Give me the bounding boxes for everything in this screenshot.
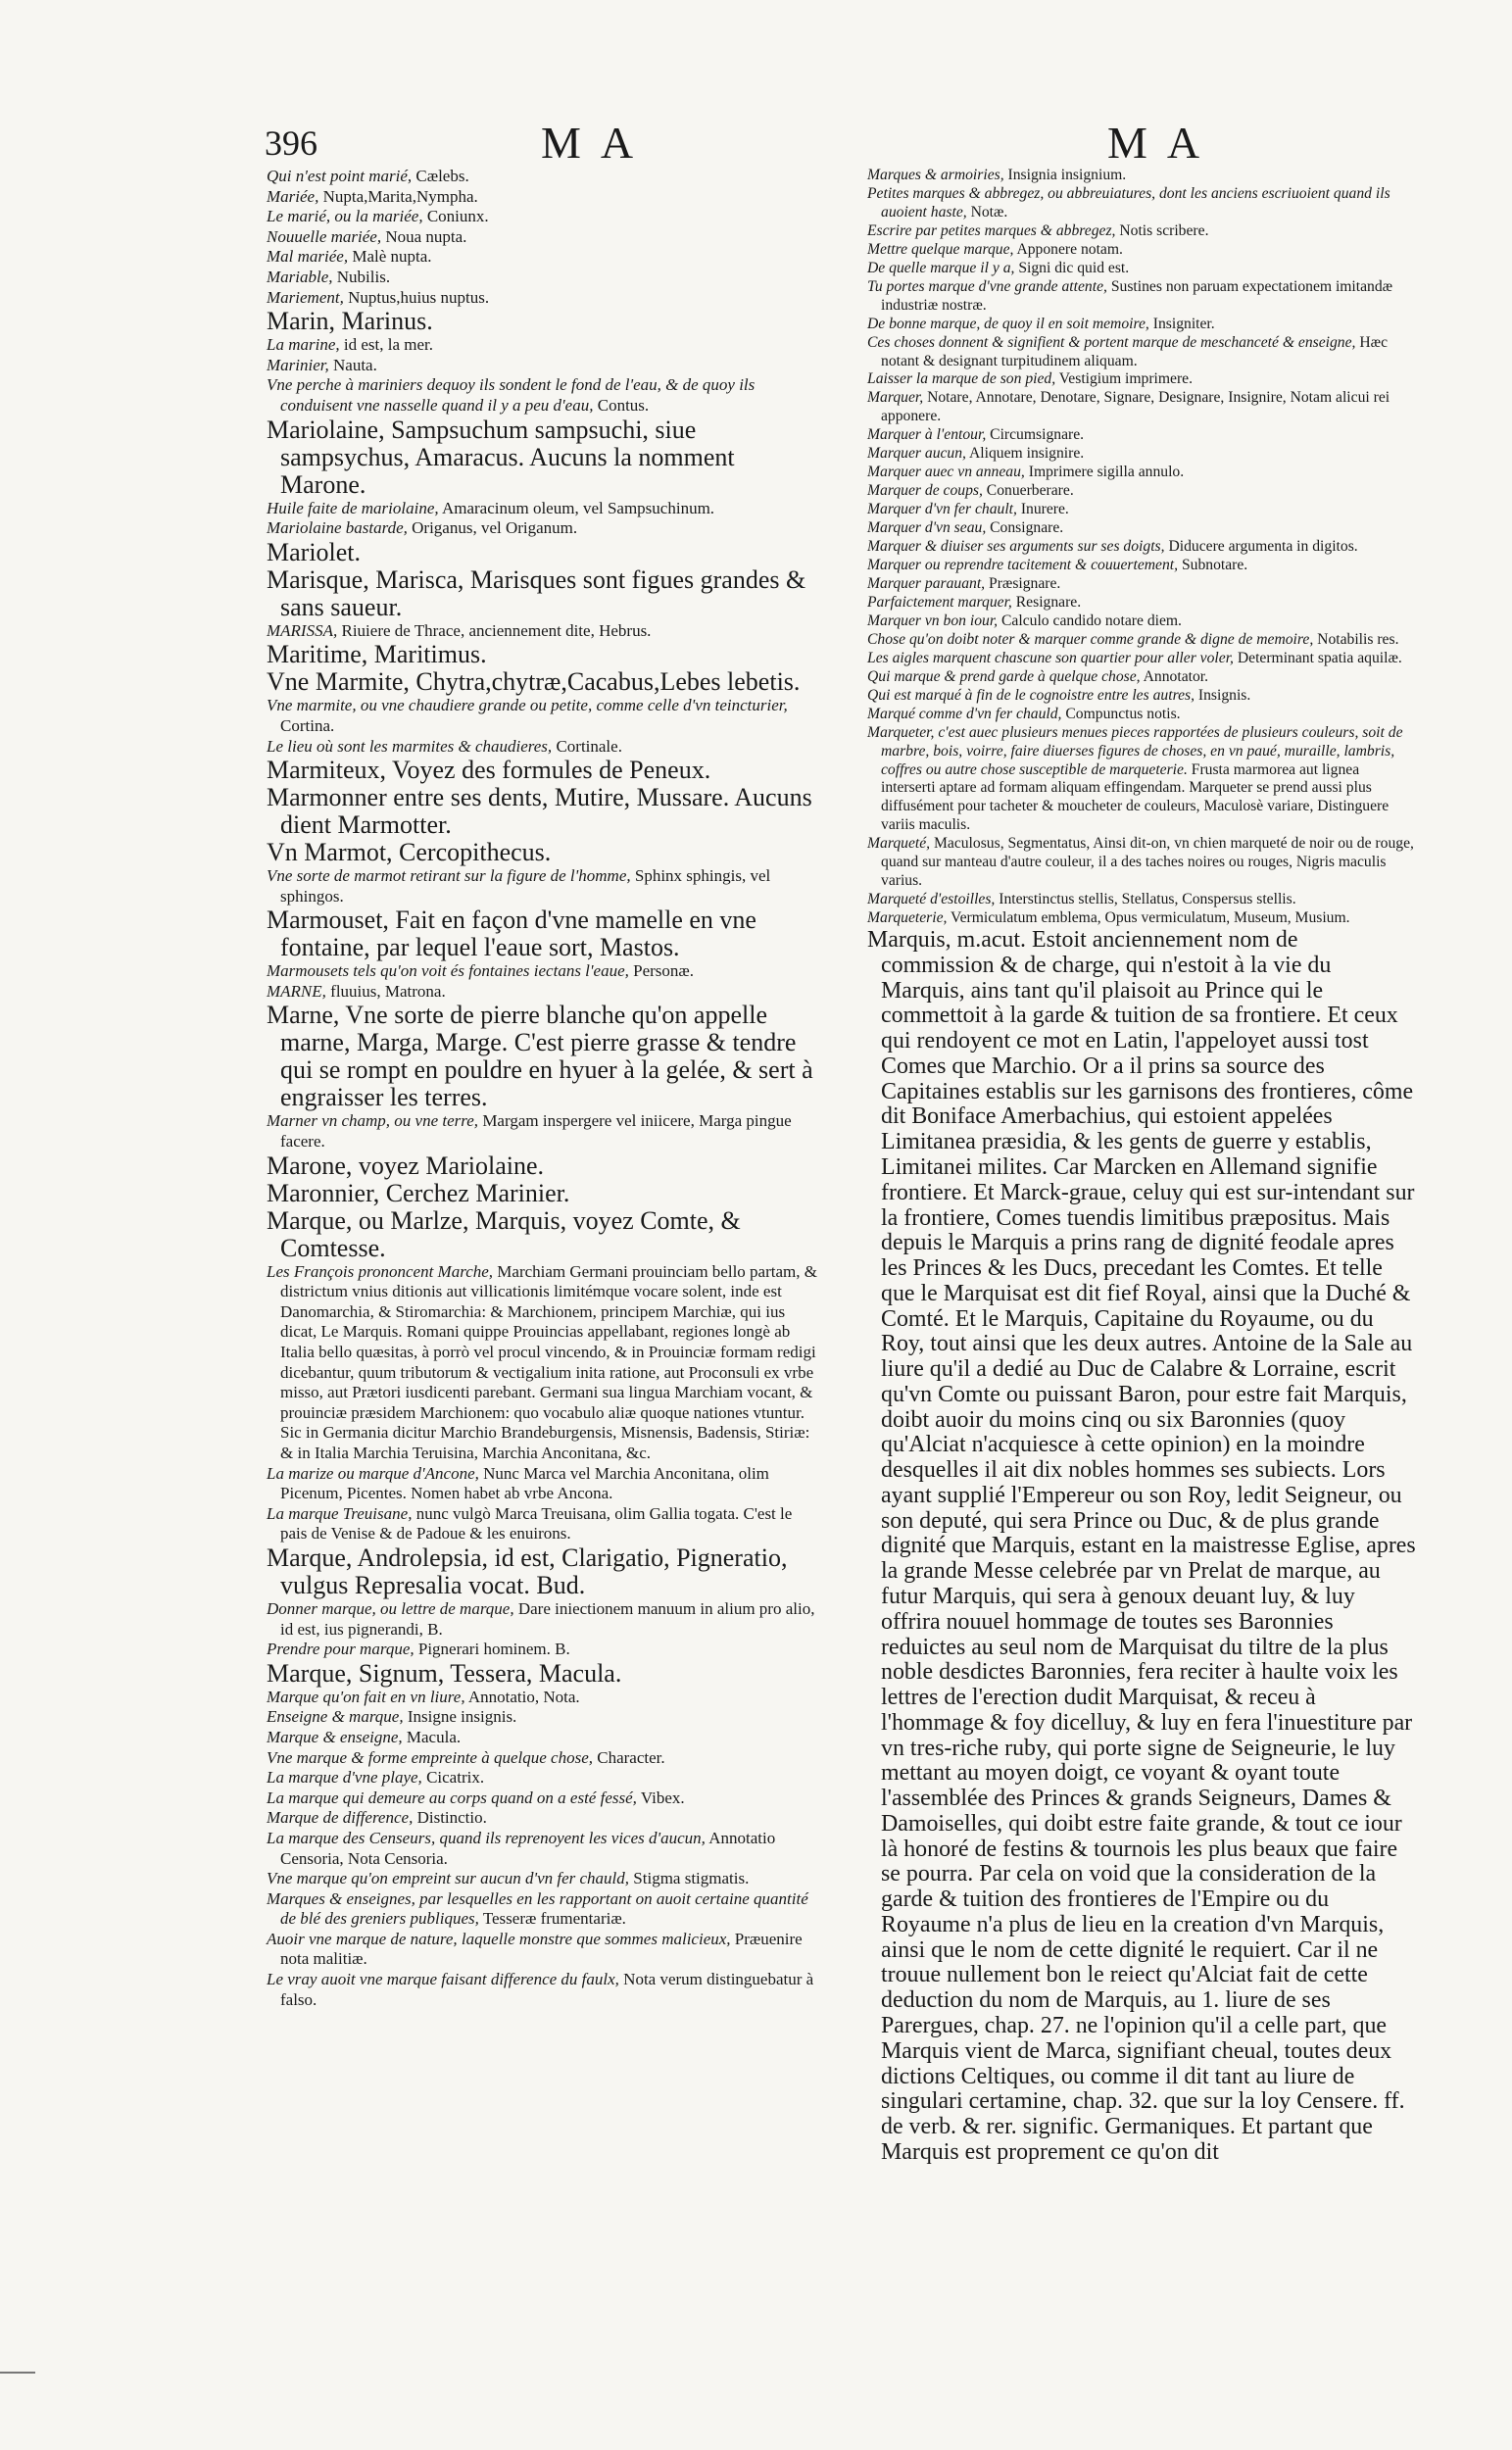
dictionary-entry xyxy=(267,1748,821,1769)
entry-headword: Le marié, ou la mariée, xyxy=(267,207,423,226)
dictionary-entry xyxy=(867,445,1416,464)
dictionary-entry xyxy=(867,594,1416,612)
dictionary-entry xyxy=(267,1970,821,2010)
entry-gloss: fluuius, Matrona. xyxy=(325,981,446,1001)
entry-headword: Petites marques & abbregez, ou abbreuiatures, dont les anciens escriuoient quand ils auoient haste, xyxy=(867,184,1390,220)
entry-gloss: Aliquem insignire. xyxy=(965,445,1085,463)
entry-headword: Auoir vne marque de nature, laquelle monstre que sommes malicieux, xyxy=(267,1929,731,1948)
dictionary-entry xyxy=(267,566,821,621)
entry-gloss: Riuiere de Thrace, anciennement dite, Hebrus. xyxy=(337,620,652,640)
entry-headword: Marque qu'on fait en vn liure, xyxy=(267,1687,465,1706)
dictionary-entry xyxy=(267,1464,821,1504)
entry-gloss: Notis scribere. xyxy=(1115,221,1209,239)
entry-gloss: Distinctio. xyxy=(413,1808,487,1828)
dictionary-entry xyxy=(867,167,1416,185)
entry-gloss: Marone, voyez Mariolaine. xyxy=(267,1151,545,1180)
dictionary-entry xyxy=(267,187,821,208)
entry-gloss: Nota verum distinguebatur à falso. xyxy=(280,1970,814,2009)
entry-headword: Qui marque & prend garde à quelque chose, xyxy=(867,667,1141,685)
entry-headword: Marquer parauant, xyxy=(867,574,986,592)
right-column xyxy=(867,167,1416,2166)
entry-headword: Vn xyxy=(267,838,298,867)
dictionary-entry xyxy=(267,1728,821,1748)
entry-gloss: Insigne insignis. xyxy=(403,1707,517,1727)
dictionary-entry xyxy=(267,668,821,696)
entry-gloss: Mariolet. xyxy=(267,537,362,566)
entry-gloss: Præuenire nota malitiæ. xyxy=(280,1929,803,1969)
left-column xyxy=(267,167,821,2010)
dictionary-entry xyxy=(867,687,1416,706)
entry-headword: Vne xyxy=(267,667,310,697)
entry-headword: Donner marque, ou lettre de marque, xyxy=(267,1598,514,1618)
dictionary-entry xyxy=(267,1262,821,1464)
entry-gloss: Dare iniectionem manuum in alium pro alio, id est, ius pignerandi, B. xyxy=(280,1598,815,1639)
entry-gloss: Maronnier, Cerchez Marinier. xyxy=(267,1178,570,1207)
dictionary-entry xyxy=(267,1889,821,1930)
entry-gloss: Insignis. xyxy=(1195,686,1251,704)
dictionary-entry xyxy=(267,1788,821,1809)
entry-gloss: Malè nupta. xyxy=(348,247,432,267)
entry-gloss: Hæc notant & designant turpitudinem aliquam. xyxy=(881,333,1389,369)
entry-gloss: Marque, Androlepsia, id est, Clarigatio, Pigneratio, vulgus Represalia vocat. Bud. xyxy=(267,1543,788,1599)
dictionary-entry xyxy=(867,501,1416,519)
dictionary-entry xyxy=(267,641,821,668)
dictionary-entry xyxy=(267,288,821,309)
entry-headword: Marquer d'vn seau, xyxy=(867,519,987,537)
entry-headword: Marques & enseignes, par lesquelles en les rapportant on auoit certaine quantité de blé des greniers publiques, xyxy=(267,1888,808,1929)
entry-gloss: Marque, ou Marlze, Marquis, voyez Comte, & Comtesse. xyxy=(267,1205,741,1262)
dictionary-entry xyxy=(867,185,1416,222)
entry-gloss: Compunctus notis. xyxy=(1061,705,1181,722)
entry-headword: Les aigles marquent chascune son quartier pour aller voler, xyxy=(867,649,1234,666)
dictionary-entry xyxy=(867,482,1416,501)
dictionary-entry xyxy=(867,557,1416,575)
dictionary-entry xyxy=(267,335,821,356)
entry-gloss: Nubilis. xyxy=(332,267,391,286)
entry-headword: Marqueterie, xyxy=(867,909,948,927)
entry-headword: Marque de difference, xyxy=(267,1808,414,1828)
dictionary-entry xyxy=(267,866,821,906)
entry-gloss: Interstinctus stellis, Stellatus, Conspersus stellis. xyxy=(995,891,1296,908)
running-head-right: MA xyxy=(1107,118,1220,168)
dictionary-entry xyxy=(267,982,821,1003)
page-number: 396 xyxy=(265,123,317,163)
entry-headword: Marqué comme d'vn fer chauld, xyxy=(867,705,1062,722)
entry-headword: Mariolaine bastarde, xyxy=(267,518,408,538)
entry-gloss: Noua nupta. xyxy=(381,226,467,246)
dictionary-entry xyxy=(267,1640,821,1660)
entry-gloss: Frusta marmorea aut lignea interserti aptare ad formam aliquam effingendam. Marqueter se prend aussi plus diffusément pour tacheter & moucheter de couleurs, Maculosè variare, Distinguere variis maculis. xyxy=(881,760,1390,834)
entry-headword: Marquer d'vn fer chault, xyxy=(867,501,1017,518)
entry-gloss: Marmiteux, Voyez des formules de Peneux. xyxy=(267,756,711,785)
entry-gloss: Notæ. xyxy=(966,203,1008,220)
dictionary-entry xyxy=(267,247,821,268)
entry-headword: Marques & armoiries, xyxy=(867,167,1004,183)
entry-headword: Marqueté d'estoilles, xyxy=(867,891,996,908)
entry-gloss: Sphinx sphingis, vel sphingos. xyxy=(280,866,771,906)
margin-rule xyxy=(0,2372,35,2374)
entry-headword: Vne sorte de marmot retirant sur la figure de l'homme, xyxy=(267,866,631,886)
entry-gloss: Pignerari hominem. B. xyxy=(414,1640,570,1659)
entry-gloss: Nunc Marca vel Marchia Anconitana, olim Picenum, Picentes. Nomen habet ab vrbe Ancona. xyxy=(280,1463,769,1503)
entry-headword: La marque qui demeure au corps quand on a esté fessé, xyxy=(267,1788,637,1807)
entry-headword: Qui n'est point marié, xyxy=(267,167,413,185)
entry-gloss: Marmouset, Fait en façon d'vne mamelle en vne fontaine, par lequel l'eaue sort, Mastos. xyxy=(267,906,756,962)
entry-gloss: Insignia insignium. xyxy=(1003,167,1127,183)
dictionary-entry xyxy=(267,1152,821,1180)
entry-gloss: Annotatio Censoria, Nota Censoria. xyxy=(280,1828,776,1868)
entry-headword: Marquer à l'entour, xyxy=(867,426,987,444)
entry-gloss: Conuerberare. xyxy=(982,482,1074,500)
entry-gloss: Signi dic quid est. xyxy=(1014,259,1130,276)
dictionary-entry xyxy=(267,167,821,187)
entry-headword: Marquer auec vn anneau, xyxy=(867,464,1025,481)
entry-gloss: Origanus, vel Origanum. xyxy=(407,518,578,538)
dictionary-entry xyxy=(267,696,821,736)
dictionary-entry xyxy=(267,1707,821,1728)
entry-gloss: Tesseræ frumentariæ. xyxy=(478,1909,626,1929)
dictionary-entry xyxy=(267,268,821,288)
entry-headword: Huile faite de mariolaine, xyxy=(267,498,439,517)
entry-gloss: Stigma stigmatis. xyxy=(629,1869,750,1888)
entry-headword: Vne marque qu'on empreint sur aucun d'vn fer chauld, xyxy=(267,1869,630,1888)
dictionary-entry xyxy=(867,241,1416,260)
dictionary-entry xyxy=(267,227,821,248)
entry-headword: Enseigne & marque, xyxy=(267,1707,404,1727)
dictionary-entry xyxy=(267,1002,821,1111)
entry-gloss: Maculosus, Segmentatus, Ainsi dit-on, vn chien marqueté de noir ou de rouge, quand sur manteau d'autre couleur, il a des taches noires ou rouges, Nigris maculis varius. xyxy=(881,835,1414,890)
entry-headword: La marine, xyxy=(267,335,340,355)
dictionary-entry xyxy=(267,207,821,227)
dictionary-entry xyxy=(267,961,821,982)
dictionary-entry xyxy=(867,370,1416,389)
entry-headword: Mettre quelque marque, xyxy=(867,240,1014,258)
entry-headword: Les François prononcent Marche, xyxy=(267,1261,494,1281)
entry-headword: Ces choses donnent & signifient & portent marque de meschanceté & enseigne, xyxy=(867,333,1356,351)
entry-headword: Escrire par petites marques & abbregez, xyxy=(867,221,1116,239)
entry-gloss: Nupta,Marita,Nympha. xyxy=(318,186,478,206)
entry-headword: Mariement, xyxy=(267,287,344,307)
entry-headword: Le vray auoit vne marque faisant difference du faulx, xyxy=(267,1970,619,1989)
entry-gloss: Marque, Signum, Tessera, Macula. xyxy=(267,1658,622,1688)
entry-gloss: Marisque, Marisca, Marisques sont figues grandes & sans saueur. xyxy=(267,564,806,621)
entry-gloss: Notabilis res. xyxy=(1313,630,1399,648)
entry-headword: MARNE, xyxy=(267,981,326,1001)
entry-gloss: Contus. xyxy=(593,395,650,415)
entry-headword: Marinier, xyxy=(267,355,329,374)
entry-gloss: Inurere. xyxy=(1016,501,1069,518)
entry-gloss: Personæ. xyxy=(628,961,695,981)
entry-gloss: Marmot, Cercopithecus. xyxy=(297,838,552,867)
entry-gloss: Vestigium imprimere. xyxy=(1055,370,1194,388)
entry-gloss: Character. xyxy=(593,1747,665,1767)
dictionary-entry xyxy=(267,1207,821,1262)
dictionary-entry xyxy=(267,621,821,642)
dictionary-entry xyxy=(867,928,1416,2166)
entry-gloss: Marne, Vne sorte de pierre blanche qu'on appelle marne, Marga, Marge. C'est pierre grasse & tendre qui se rompt en pouldre en hyuer à la gelée, & sert à engraisser les terres. xyxy=(267,1001,813,1112)
entry-headword: Marmousets tels qu'on voit és fontaines iectans l'eaue, xyxy=(267,961,629,981)
dictionary-entry xyxy=(867,650,1416,668)
entry-gloss: Diducere argumenta in digitos. xyxy=(1164,538,1358,556)
entry-gloss: Annotatio, Nota. xyxy=(464,1687,580,1706)
dictionary-entry xyxy=(867,316,1416,334)
entry-gloss: Notare, Annotare, Denotare, Signare, Designare, Insignire, Notam alicui rei apponere. xyxy=(881,389,1390,425)
entry-headword: Marqueter, c'est auec plusieurs menues pieces rapportées de plusieurs couleurs, soit de marbre, bois, voirre, faire diuerses figures de choses, en vn paué, muraille, lambris, coffres ou autre chose susceptible de marqueterie. xyxy=(867,723,1403,778)
entry-headword: Marquer & diuiser ses arguments sur ses doigts, xyxy=(867,538,1165,556)
entry-headword: Marquer aucun, xyxy=(867,445,966,463)
entry-headword: Le lieu où sont les marmites & chaudieres, xyxy=(267,736,553,756)
dictionary-entry xyxy=(867,538,1416,557)
entry-gloss: Marmite, Chytra,chytræ,Cacabus,Lebes lebetis. xyxy=(309,667,801,697)
entry-gloss: Marquis, m.acut. Estoit anciennement nom de commission & de charge, qui n'estoit à la vie du Marquis, ains tant qu'il plaisoit au Prince qui le commettoit à la garde & tuition de sa frontiere. Et ceux qui rendoyent ce mot en Latin, l'appeloyet aussi tost Comes que Marchio. Or a il prins sa source des Capitaines establis sur les garnisons des frontieres, côme dit Boniface Amerbachius, qui estoient appelées Limitanea præsidia, & les gents de guerre y establis, Limitanei milites. Car Marcken en Allemand signifie frontiere. Et Marck-graue, celuy qui est sur-intendant sur la frontiere, Comes tuendis limitibus præpositus. Mais depuis le Marquis a prins rang de dignité feodale apres les Princes & les Ducs, precedant les Comtes. Et telle que le Marquisat est dit fief Royal, ainsi que la Duché & Comté. Et le Marquis, Capitaine du Royaume, ou du Roy, tout ainsi que les deux autres. Antoine de la Sale au liure qu'il a dedié au Duc de Calabre & Lorraine, escrit qu'vn Comte ou puissant Baron, pour estre fait Marquis, doibt auoir du moins cinq ou six Baronnies (quoy qu'Alciat n'acquiesce à cette opinion) en la moindre desquelles il ait dix nobles hommes ses subiects. Lors ayant supplié l'Empereur ou son Roy, ledit Seigneur, ou son deputé, qui sera Prince ou Duc, & de plus grande dignité que Marquis, estant en la maistresse Eglise, apres la grande Messe celebrée par vn Prelat de marque, au futur Marquis, qui sera à genoux deuant luy, & luy offrira nouuel hommage de toutes ses Baronnies reduictes au seul nom de Marquisat du tiltre de la plus noble desdictes Baronnies, fera reciter à haulte voix les lettres de l'erection dudit Marquisat, & receu à l'hommage & foy dicelluy, & luy en fera l'inuestiture par vn tres-riche ruby, qui porte signe de Seigneurie, le luy mettant au moyen doigt, ce voyant & oyant toute l'assemblée des Princes & grands Seigneurs, Dames & Damoiselles, qui doibt estre faite grande, & tout ce iour là honoré de festins & tournois les plus beaux que faire se pourra. Par cela on void que la consideration de la garde & tuition des frontieres de l'Empire ou du Royaume n'a plus de lieu en la creation d'vn Marquis, ainsi que le nom de cette dignité le requiert. Car il ne trouue nullement bon le reiect qu'Alciat fait de cette deduction du nom de Marquis, au 1. liure de ses Parergues, chap. 27. ne l'opinion qu'il a celle part, que Marquis vient de Marca, signifiant cheual, toutes deux dictions Celtiques, ou comme il dit tant au liure de singulari certamine, chap. 32. que sur la loy Censere. ff. de verb. & rer. signific. Germaniques. Et partant que Marquis est proprement ce qu'on dit xyxy=(867,927,1416,2165)
dictionary-entry xyxy=(867,464,1416,482)
entry-headword: Marqueté, xyxy=(867,835,931,853)
entry-gloss: Annotator. xyxy=(1140,667,1209,685)
entry-headword: Nouuelle mariée, xyxy=(267,226,382,246)
running-head-left: MA xyxy=(541,118,654,168)
dictionary-entry xyxy=(267,784,821,839)
entry-gloss: Marin, Marinus. xyxy=(267,307,433,336)
entry-headword: La marque des Censeurs, quand ils reprenoyent les vices d'aucun, xyxy=(267,1828,706,1847)
dictionary-entry xyxy=(267,356,821,376)
entry-headword: Marquer, xyxy=(867,389,924,407)
entry-headword: Marque & enseigne, xyxy=(267,1727,403,1746)
entry-gloss: Coniunx. xyxy=(422,207,489,226)
entry-gloss: Circumsignare. xyxy=(986,426,1085,444)
entry-gloss: Vibex. xyxy=(636,1788,685,1807)
dictionary-entry xyxy=(267,499,821,519)
dictionary-entry xyxy=(267,539,821,566)
entry-gloss: Cælebs. xyxy=(412,167,469,185)
page-header xyxy=(265,113,1342,172)
dictionary-entry xyxy=(867,706,1416,724)
entry-gloss: Subnotare. xyxy=(1178,557,1248,574)
entry-gloss: Marmonner entre ses dents, Mutire, Mussare. Aucuns dient Marmotter. xyxy=(267,783,812,840)
entry-headword: Tu portes marque d'vne grande attente, xyxy=(867,277,1107,295)
dictionary-entry xyxy=(267,1504,821,1544)
dictionary-entry xyxy=(267,1930,821,1970)
dictionary-entry xyxy=(267,1111,821,1152)
dictionary-entry xyxy=(267,906,821,961)
entry-headword: Qui est marqué à fin de le cognoistre entre les autres, xyxy=(867,686,1195,704)
entry-headword: Chose qu'on doibt noter & marquer comme grande & digne de memoire, xyxy=(867,630,1314,648)
entry-headword: Laisser la marque de son pied, xyxy=(867,370,1056,388)
dictionary-entry xyxy=(867,631,1416,650)
entry-headword: Prendre pour marque, xyxy=(267,1640,415,1659)
entry-gloss: Sustines non paruam expectationem imitandæ industriæ nostræ. xyxy=(881,277,1393,314)
entry-headword: Mariable, xyxy=(267,267,333,286)
dictionary-entry xyxy=(267,1660,821,1688)
entry-headword: Mal mariée, xyxy=(267,247,349,267)
entry-headword: De quelle marque il y a, xyxy=(867,259,1015,276)
dictionary-entry xyxy=(867,519,1416,538)
entry-gloss: Insigniter. xyxy=(1148,315,1215,332)
entry-gloss: Imprimere sigilla annulo. xyxy=(1024,464,1185,481)
dictionary-entry xyxy=(267,737,821,758)
entry-gloss: Vermiculatum emblema, Opus vermiculatum, Museum, Musium. xyxy=(947,909,1350,927)
dictionary-entry xyxy=(267,757,821,784)
entry-headword: Marner vn champ, ou vne terre, xyxy=(267,1111,479,1131)
entry-gloss: Apponere notam. xyxy=(1013,240,1123,258)
dictionary-entry xyxy=(867,668,1416,687)
entry-headword: La marque d'vne playe, xyxy=(267,1768,422,1788)
entry-gloss: id est, la mer. xyxy=(339,335,433,355)
entry-gloss: Consignare. xyxy=(986,519,1064,537)
dictionary-entry xyxy=(867,260,1416,278)
entry-gloss: Cicatrix. xyxy=(421,1768,485,1788)
entry-headword: Parfaictement marquer, xyxy=(867,593,1012,611)
dictionary-entry xyxy=(267,1869,821,1889)
dictionary-entry xyxy=(267,1599,821,1640)
entry-gloss: Resignare. xyxy=(1011,593,1082,611)
entry-headword: Marquer de coups, xyxy=(867,482,983,500)
entry-gloss: Maritime, Maritimus. xyxy=(267,640,487,669)
entry-headword: La marize ou marque d'Ancone, xyxy=(267,1463,479,1483)
entry-gloss: Calculo candido notare diem. xyxy=(998,612,1182,629)
entry-headword: Marquer ou reprendre tacitement & couuertement, xyxy=(867,557,1179,574)
entry-headword: Marquer vn bon iour, xyxy=(867,612,999,629)
dictionary-entry xyxy=(267,839,821,866)
dictionary-entry xyxy=(867,612,1416,631)
dictionary-entry xyxy=(267,1544,821,1599)
entry-gloss: Præsignare. xyxy=(985,574,1061,592)
dictionary-entry xyxy=(267,1808,821,1829)
entry-gloss: Cortina. xyxy=(280,715,335,735)
entry-gloss: Macula. xyxy=(402,1727,462,1746)
entry-gloss: Marchiam Germani prouinciam bello partam, & districtum vnius ditionis aut villicationis limitémque vocare solent, inde est Danomarchia, & Stiromarchia: & Marchionem, principem Marchiæ, qui ius dicat, Le Marquis. Romani quippe Prouincias appellabant, regiones longè ab Italia bello quæsitas, à porrò vel procul vincendo, & in Prouinciæ formam redigi dicebantur, quum tributorum & vectigalium inita ratione, aut Proconsuli ex vrbe misso, aut Prætori iusdicenti parebant. Germani sua lingua Marchiam vocant, & prouinciæ præsidem Marchionem: quo vocabulo aliæ quoque nationes vtuntur. Sic in Germania dicitur Marchio Brandeburgensis, Misnensis, Badensis, Stiriæ: & in Italia Marchia Teruisina, Marchia Anconitana, &c. xyxy=(280,1261,817,1462)
entry-gloss: Determinant spatia aquilæ. xyxy=(1233,649,1402,666)
dictionary-entry xyxy=(267,518,821,539)
dictionary-entry xyxy=(867,278,1416,316)
dictionary-entry xyxy=(267,1768,821,1788)
dictionary-entry xyxy=(267,308,821,335)
entry-gloss: Mariolaine, Sampsuchum sampsuchi, siue sampsychus, Amaracus. Aucuns la nomment Marone. xyxy=(267,415,735,499)
dictionary-entry xyxy=(867,389,1416,426)
entry-headword: MARISSA, xyxy=(267,620,338,640)
entry-headword: Mariée, xyxy=(267,186,319,206)
dictionary-entry xyxy=(867,426,1416,445)
entry-gloss: Amaracinum oleum, vel Sampsuchinum. xyxy=(438,498,715,517)
dictionary-entry xyxy=(267,375,821,416)
entry-headword: La marque Treuisane, xyxy=(267,1503,413,1523)
dictionary-entry xyxy=(867,222,1416,241)
entry-headword: Vne marque & forme empreinte à quelque chose, xyxy=(267,1747,593,1767)
dictionary-entry xyxy=(267,1688,821,1708)
dictionary-entry xyxy=(867,334,1416,371)
entry-gloss: Nauta. xyxy=(328,355,377,374)
dictionary-entry xyxy=(267,1180,821,1207)
dictionary-entry xyxy=(867,891,1416,909)
entry-headword: Vne marmite, ou vne chaudiere grande ou petite, comme celle d'vn teincturier, xyxy=(267,696,788,715)
entry-headword: Vne perche à mariniers dequoy ils sondent le fond de l'eau, & de quoy ils conduisent vne nasselle quand il y a peu d'eau, xyxy=(267,375,756,415)
dictionary-entry xyxy=(867,724,1416,836)
dictionary-entry xyxy=(867,909,1416,928)
entry-gloss: Nuptus,huius nuptus. xyxy=(343,287,490,307)
entry-gloss: Cortinale. xyxy=(552,736,622,756)
dictionary-entry xyxy=(267,1829,821,1869)
dictionary-entry xyxy=(267,416,821,499)
entry-gloss: Margam inspergere vel iniicere, Marga pingue facere. xyxy=(280,1111,792,1152)
entry-gloss: nunc vulgò Marca Treuisana, olim Gallia togata. C'est le pais de Venise & de Padoue & les enuirons. xyxy=(280,1503,793,1544)
dictionary-entry xyxy=(867,835,1416,891)
entry-headword: De bonne marque, de quoy il en soit memoire, xyxy=(867,315,1149,332)
dictionary-entry xyxy=(867,575,1416,594)
